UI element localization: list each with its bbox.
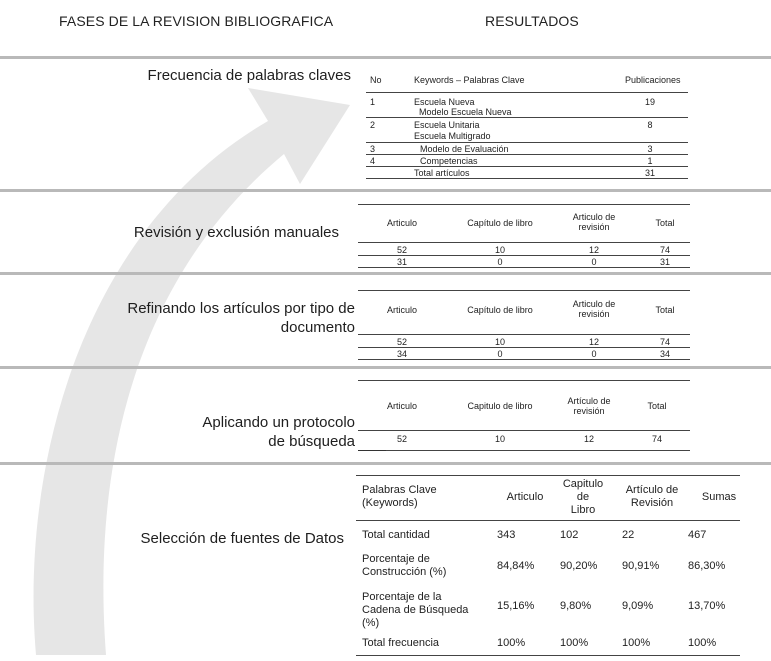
sources-row-label: Construcción (%) xyxy=(362,566,447,578)
table-rule xyxy=(356,655,740,656)
type-header-revision: Articulo de revisión xyxy=(572,212,616,232)
sources-row-label: Cadena de Búsqueda xyxy=(362,604,469,616)
type-cell: 12 xyxy=(583,434,594,444)
type-cell: 10 xyxy=(494,337,505,347)
keywords-row-keyword: Escuela Multigrado xyxy=(414,131,491,141)
separator-line xyxy=(0,56,771,59)
keywords-row-no: 3 xyxy=(370,144,376,154)
table-rule xyxy=(366,178,688,179)
sources-header-capitulo: de xyxy=(576,491,590,503)
type-cell: 52 xyxy=(396,337,407,347)
separator-line xyxy=(0,272,771,275)
keywords-header-publications: Publicaciones xyxy=(625,75,681,85)
type-header-revision: Artículo de revisión xyxy=(567,396,611,416)
table-rule xyxy=(358,430,690,431)
phase-label-protocol-line1: Aplicando un protocolo xyxy=(202,414,355,431)
type-cell: 12 xyxy=(588,245,599,255)
separator-line xyxy=(0,366,771,369)
type-header-capitulo: Capitulo de libro xyxy=(467,401,533,411)
keywords-total-label: Total artículos xyxy=(414,168,470,178)
sources-cell: 343 xyxy=(497,529,516,541)
sources-row-label: Porcentaje de xyxy=(362,553,430,565)
type-cell: 52 xyxy=(396,245,407,255)
type-cell: 74 xyxy=(651,434,662,444)
type-header-capitulo: Capítulo de libro xyxy=(467,305,533,315)
table-rule xyxy=(358,290,690,291)
table-rule xyxy=(366,117,688,118)
sources-header-keywords: Palabras Clave xyxy=(362,484,437,496)
sources-cell: 86,30% xyxy=(688,560,726,572)
phase-label-protocol-line2: de búsqueda xyxy=(268,433,355,450)
type-header-articulo: Articulo xyxy=(386,305,417,315)
table-rule xyxy=(366,166,688,167)
sources-header-capitulo: Capitulo xyxy=(562,478,604,490)
type-header-articulo: Articulo xyxy=(386,401,417,411)
keywords-row-keyword: Modelo de Evaluación xyxy=(420,144,509,154)
phase-label-refine-line2: documento xyxy=(280,319,355,336)
keywords-header-no: No xyxy=(370,75,382,85)
phase-label-manual-review: Revisión y exclusión manuales xyxy=(133,224,339,241)
separator-line xyxy=(0,462,771,465)
sources-header-articulo: Articulo xyxy=(506,491,544,503)
keywords-row-no: 2 xyxy=(370,120,376,130)
phase-label-refine-line1: Refinando los artículos por tipo de xyxy=(127,300,355,317)
phase-label-data-sources: Selección de fuentes de Datos xyxy=(140,530,344,547)
table-rule xyxy=(366,142,688,143)
type-cell: 34 xyxy=(396,349,407,359)
separator-line xyxy=(0,189,771,192)
keywords-row-publications: 19 xyxy=(644,97,655,107)
arrow-shape xyxy=(34,88,350,655)
table-rule xyxy=(366,92,688,93)
type-cell: 0 xyxy=(591,257,597,267)
sources-header-keywords: (Keywords) xyxy=(362,497,418,509)
type-cell: 0 xyxy=(497,257,503,267)
type-cell: 10 xyxy=(494,434,505,444)
sources-row-label: Porcentaje de la xyxy=(362,591,442,603)
type-header-articulo: Articulo xyxy=(386,218,417,228)
keywords-header-keywords: Keywords – Palabras Clave xyxy=(414,75,525,85)
sources-cell: 102 xyxy=(560,529,579,541)
sources-cell: 467 xyxy=(688,529,707,541)
table-rule xyxy=(358,255,690,256)
table-rule xyxy=(356,475,740,476)
table-rule xyxy=(358,380,690,381)
sources-cell: 90,20% xyxy=(560,560,598,572)
sources-row-label: (%) xyxy=(362,617,380,629)
sources-cell: 15,16% xyxy=(497,600,535,612)
type-header-revision: Articulo de revisión xyxy=(572,299,616,319)
type-cell: 0 xyxy=(591,349,597,359)
phase-underline xyxy=(358,450,386,451)
keywords-row-keyword: Competencias xyxy=(420,156,478,166)
table-rule xyxy=(358,242,690,243)
type-cell: 74 xyxy=(659,337,670,347)
keywords-row-no: 1 xyxy=(370,97,376,107)
sources-cell: 100% xyxy=(497,637,526,649)
sources-cell: 90,91% xyxy=(622,560,660,572)
type-cell: 52 xyxy=(396,434,407,444)
type-header-total: Total xyxy=(655,218,675,228)
table-rule xyxy=(366,154,688,155)
type-cell: 12 xyxy=(588,337,599,347)
keywords-total-value: 31 xyxy=(644,168,655,178)
keywords-row-keyword: Escuela Nueva xyxy=(414,97,475,107)
keywords-row-publications: 8 xyxy=(647,120,653,130)
sources-cell: 9,09% xyxy=(622,600,654,612)
header-results-title: RESULTADOS xyxy=(485,13,579,29)
keywords-row-no: 4 xyxy=(370,156,376,166)
keywords-row-publications: 3 xyxy=(647,144,653,154)
table-rule xyxy=(386,450,690,451)
table-rule xyxy=(358,267,690,268)
table-rule xyxy=(358,204,690,205)
sources-header-revision: Revisión xyxy=(630,497,674,509)
header-phases-title: FASES DE LA REVISION BIBLIOGRAFICA xyxy=(59,13,334,29)
phase-label-keywords-frequency: Frecuencia de palabras claves xyxy=(147,67,351,84)
type-cell: 10 xyxy=(494,245,505,255)
sources-cell: 84,84% xyxy=(497,560,535,572)
sources-cell: 22 xyxy=(622,529,635,541)
type-cell: 31 xyxy=(396,257,407,267)
keywords-row-keyword: Modelo Escuela Nueva xyxy=(419,107,512,117)
keywords-row-keyword: Escuela Unitaria xyxy=(414,120,480,130)
table-rule xyxy=(356,520,740,521)
sources-header-capitulo: Libro xyxy=(570,504,596,516)
type-header-capitulo: Capítulo de libro xyxy=(467,218,533,228)
type-header-total: Total xyxy=(647,401,667,411)
table-rule xyxy=(358,334,690,335)
sources-header-revision: Artículo de xyxy=(625,484,679,496)
type-cell: 34 xyxy=(659,349,670,359)
type-cell: 0 xyxy=(497,349,503,359)
sources-cell: 100% xyxy=(560,637,589,649)
sources-cell: 9,80% xyxy=(560,600,592,612)
sources-header-sumas: Sumas xyxy=(701,491,737,503)
type-cell: 74 xyxy=(659,245,670,255)
table-rule xyxy=(358,347,690,348)
sources-row-label: Total cantidad xyxy=(362,529,430,541)
type-cell: 31 xyxy=(659,257,670,267)
sources-row-label: Total frecuencia xyxy=(362,637,440,649)
table-rule xyxy=(358,359,690,360)
sources-cell: 13,70% xyxy=(688,600,726,612)
sources-cell: 100% xyxy=(688,637,717,649)
type-header-total: Total xyxy=(655,305,675,315)
sources-cell: 100% xyxy=(622,637,651,649)
keywords-row-publications: 1 xyxy=(647,156,653,166)
